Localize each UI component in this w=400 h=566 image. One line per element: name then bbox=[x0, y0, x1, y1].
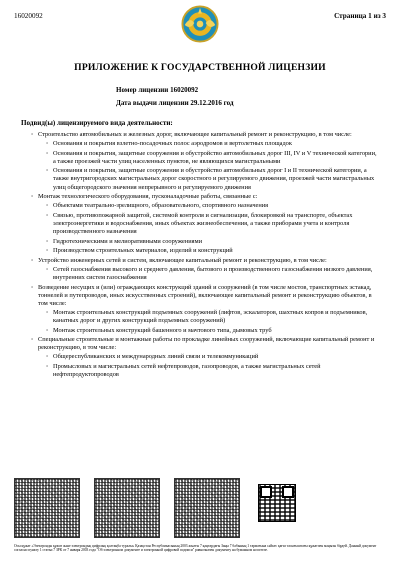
license-issue-date: Дата выдачи лицензии 29.12.2016 год bbox=[116, 99, 234, 107]
section-heading: Подвид(ы) лицензируемого вида деятельности: bbox=[21, 119, 173, 127]
group-road-construction: · Строительство автомобильных и железных дорог, включающее капитальный ремонт и реконструкцию, в том числе: bbox=[30, 131, 380, 139]
legal-footnote: Осы құжат «Электронды құжат және электрондық цифрлық қолтаңба туралы» Қазақстан Республикасының 2003 жылғы 7 қаңтардағы Заңы 7 бабының 1 тармағына сәйкес қағаз тасығыштағы құжатпен маңызы бірдей. Данный документ согласно пункту 1 статьи 7 ЗРК от 7 января 2003 года "Об электронном документе и электронной цифровой подписи" равнозначен документу на бумажном носителе. bbox=[14, 544, 377, 553]
list-item: · Основания и покрытия, защитные сооружения и обустройство автомобильных дорог III, IV и V технической категории, а также проезжей части улиц населенных пунктов, не являющихся магистральными bbox=[42, 150, 380, 166]
list-item: · Сетей газоснабжения высокого и среднего давления, бытового и производственного газоснабжения низкого давления, внутренних систем газоснабжения bbox=[42, 266, 380, 282]
group-load-bearing-structures: · Возведение несущих и (или) ограждающих конструкций зданий и сооружений (в том числе мостов, транспортных эстакад, тоннелей и путепроводов, иных искусственных строений), включающее капитальный ремонт и реконструкцию объектов, в том числе: bbox=[30, 284, 380, 308]
list-item: · Объектами театрально-зрелищного, образовательного, спортивного назначения bbox=[42, 202, 380, 210]
qr-code-4 bbox=[258, 484, 296, 522]
qr-code-1 bbox=[14, 478, 80, 538]
list-item: · Гидротехническими и мелиоративными сооружениями bbox=[42, 238, 380, 246]
list-item: · Производством строительных материалов, изделий и конструкций bbox=[42, 247, 380, 255]
group-equipment-installation: · Монтаж технологического оборудования, пусконаладочные работы, связанные с: bbox=[30, 193, 380, 201]
qr-code-2 bbox=[94, 478, 160, 538]
kazakhstan-state-emblem-icon bbox=[181, 5, 219, 43]
activity-list bbox=[30, 131, 380, 381]
doc-number: 16020092 bbox=[14, 12, 43, 20]
group-engineering-networks: · Устройство инженерных сетей и систем, включающее капитальный ремонт и реконструкцию, в том числе: bbox=[30, 257, 380, 265]
group-linear-structures: · Специальные строительные и монтажные работы по прокладке линейных сооружений, включающие капитальный ремонт и реконструкцию, в том числе: bbox=[30, 336, 380, 352]
list-item: · Основания и покрытия взлетно-посадочных полос аэродромов и вертолетных площадок bbox=[42, 140, 380, 148]
page-indicator: Страница 1 из 3 bbox=[334, 12, 386, 20]
qr-code-3 bbox=[174, 478, 240, 538]
list-item: · Монтаж строительных конструкций подъемных сооружений (лифтов, эскалаторов, шахтных копров и подъемников, канатных дорог и других конструкций подъемных сооружений) bbox=[42, 309, 380, 325]
license-number: Номер лицензии 16020092 bbox=[116, 86, 199, 94]
page-title: ПРИЛОЖЕНИЕ К ГОСУДАРСТВЕННОЙ ЛИЦЕНЗИИ bbox=[74, 62, 326, 73]
list-item: · Связью, противопожарной защитой, системой контроля и сигнализации, блокировкой на транспорте, объектах электроэнергетики и водоснабжения, иных объектах жизнеобеспечения, а также приборами учета и контроля производственного назначения bbox=[42, 212, 380, 236]
list-item: · Промысловых и магистральных сетей нефтепроводов, газопроводов, а также магистральных сетей нефтепродуктопроводов bbox=[42, 363, 380, 379]
list-item: · Монтаж строительных конструкций башенного и мачтового типа, дымовых труб bbox=[42, 327, 380, 335]
list-item: · Основания и покрытия, защитные сооружения и обустройство автомобильных дорог I и II технической категории, а также внутригородских магистральных дорог скоростного и регулируемого движения, проезжей части магистральных улиц общегородского значения непрерывного и регулируемого движения bbox=[42, 167, 380, 191]
list-item: · Общереспубликанских и международных линий связи и телекоммуникаций bbox=[42, 353, 380, 361]
